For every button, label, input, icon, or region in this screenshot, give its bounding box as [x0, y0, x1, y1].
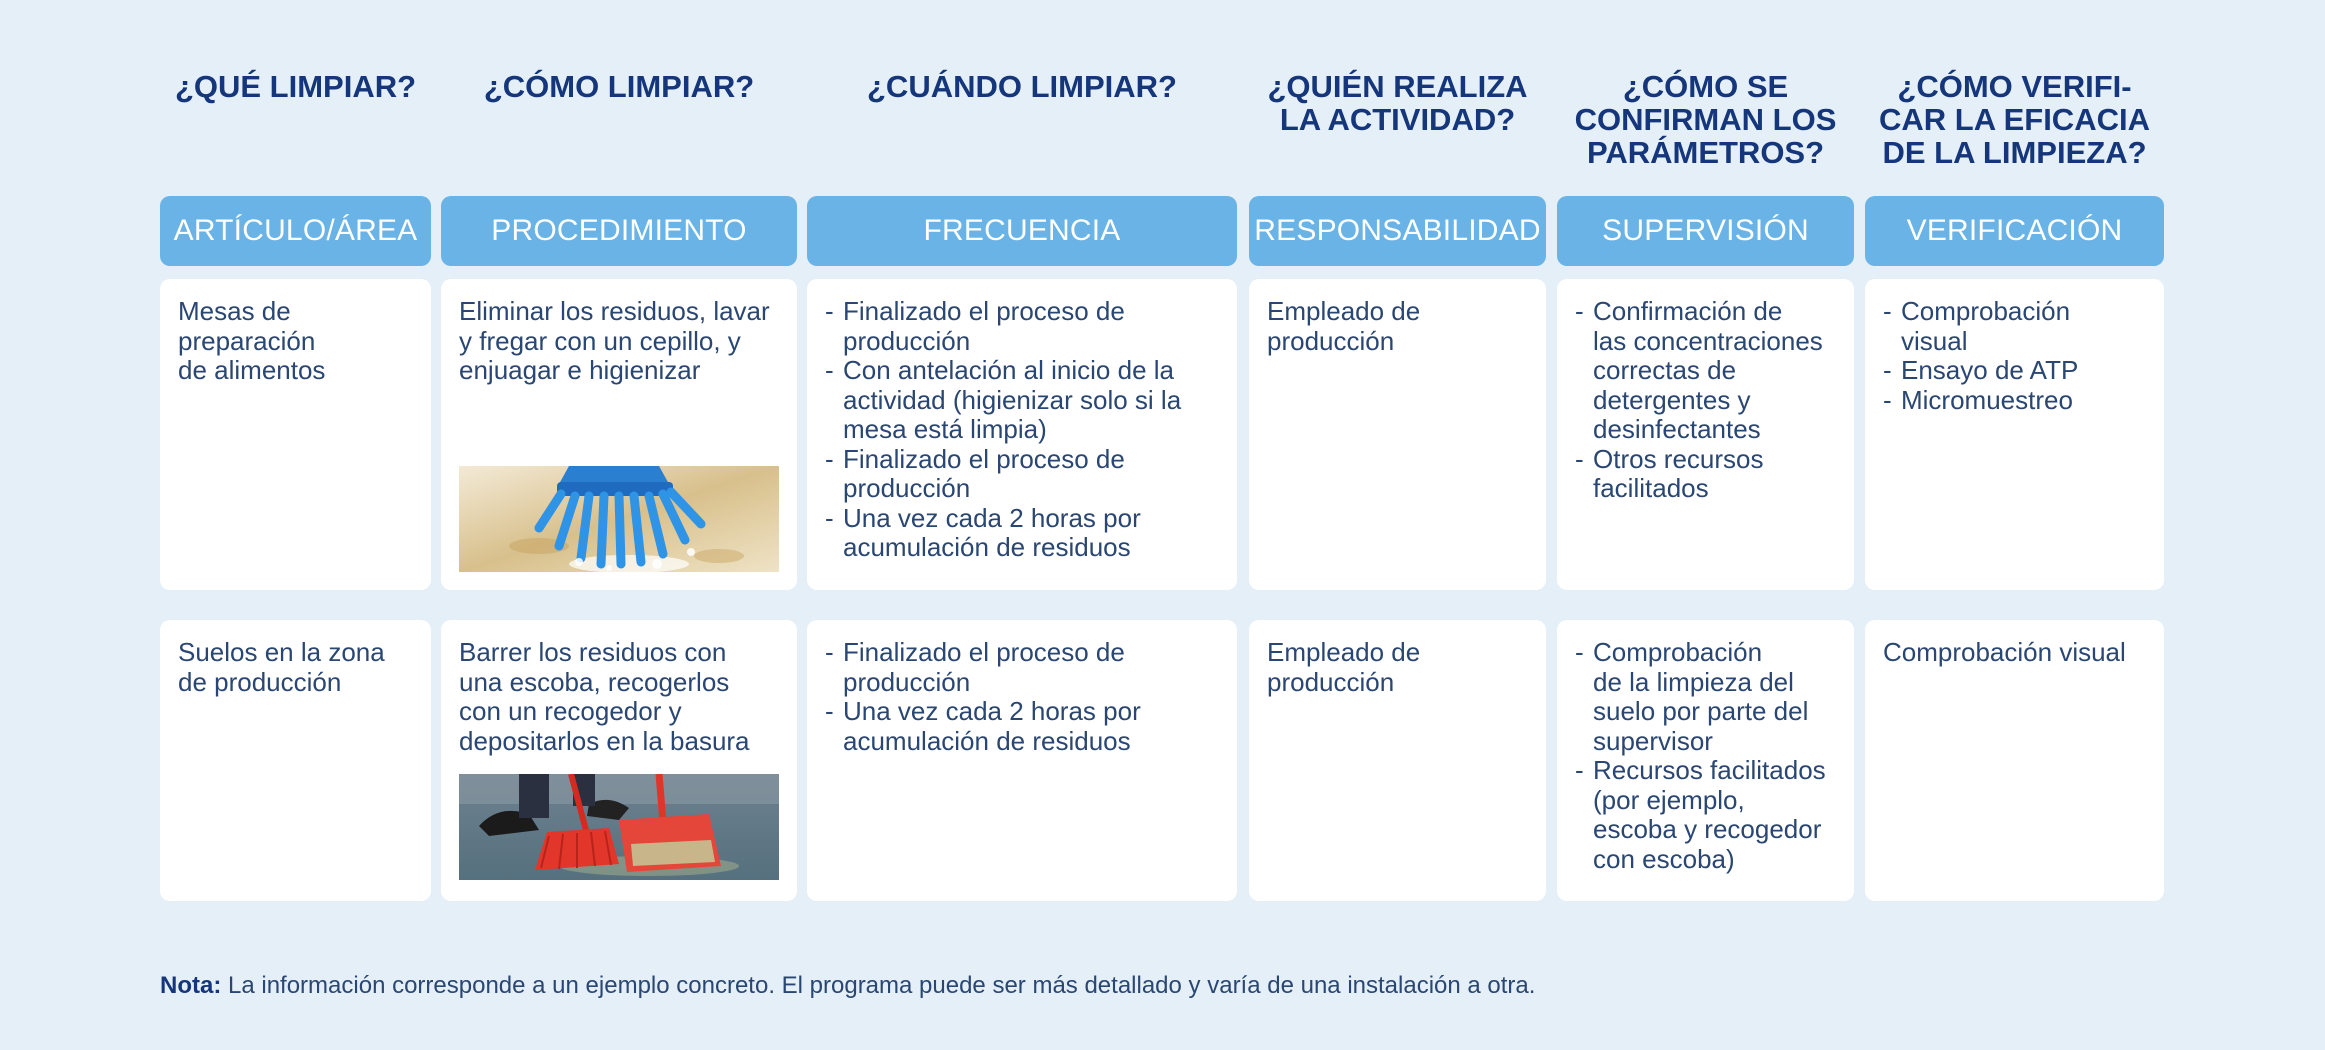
- row1-responsibility-text: Empleado de producción: [1267, 296, 1421, 356]
- cell-row1-item: [160, 279, 431, 590]
- footnote: [160, 972, 1535, 1000]
- cell-row2-supervision: [1557, 620, 1854, 901]
- row2-procedure-text: Barrer los residuos con una escoba, recogerlos con un recogedor y depositarlos en la basura: [459, 637, 750, 756]
- header-frequency: FRECUENCIA: [807, 196, 1237, 266]
- question-confirm: ¿CÓMO SE CONFIRMAN LOS PARÁMETROS?: [1574, 69, 1837, 170]
- cell-row1-verification: [1865, 279, 2164, 590]
- cell-row1-supervision: [1557, 279, 1854, 590]
- header-verification: VERIFICACIÓN: [1865, 196, 2164, 266]
- list-item: - Finalizado el proceso de producción: [825, 638, 1219, 697]
- row2-frequency-list: [825, 620, 1219, 756]
- broom-dustpan-photo: [459, 774, 779, 880]
- list-item: - Una vez cada 2 horas por acumulación de residuos: [825, 504, 1219, 563]
- list-item: - Una vez cada 2 horas por acumulación de residuos: [825, 697, 1219, 756]
- list-item: - Confirmación de las concentraciones correctas de detergentes y desinfectantes: [1575, 297, 1836, 445]
- row1-frequency-list: [825, 279, 1219, 563]
- scrub-brush-photo: [459, 466, 779, 572]
- list-item: - Comprobación visual: [1883, 297, 2146, 356]
- cell-row2-verification: [1865, 620, 2164, 901]
- cell-row1-frequency: [807, 279, 1237, 590]
- cell-row2-responsibility: [1249, 620, 1546, 901]
- question-when: ¿CUÁNDO LIMPIAR?: [867, 69, 1177, 104]
- list-item: - Con antelación al inicio de la actividad (higienizar solo si la mesa está limpia): [825, 356, 1219, 445]
- list-item: - Ensayo de ATP: [1883, 356, 2146, 386]
- row1-supervision-list: [1575, 279, 1836, 504]
- row2-verification-text: Comprobación visual: [1883, 637, 2126, 667]
- list-item: - Micromuestreo: [1883, 386, 2146, 416]
- cell-row1-procedure: [441, 279, 797, 590]
- question-what: ¿QUÉ LIMPIAR?: [174, 69, 417, 104]
- header-item: ARTÍCULO/ÁREA: [160, 196, 431, 266]
- row1-procedure-text: Eliminar los residuos, lavar y fregar con un cepillo, y enjuagar e higienizar: [459, 296, 770, 385]
- row1-item-text: Mesas de preparación de alimentos: [178, 296, 326, 385]
- list-item: - Finalizado el proceso de producción: [825, 297, 1219, 356]
- cell-row2-frequency: [807, 620, 1237, 901]
- cell-row2-item: [160, 620, 431, 901]
- header-responsibility: RESPONSABILIDAD: [1249, 196, 1546, 266]
- footnote-label: Nota:: [160, 972, 222, 999]
- row2-responsibility-text: Empleado de producción: [1267, 637, 1421, 697]
- header-supervision: SUPERVISIÓN: [1557, 196, 1854, 266]
- list-item: - Otros recursos facilitados: [1575, 445, 1836, 504]
- list-item: - Recursos facilitados (por ejemplo, escoba y recogedor con escoba): [1575, 756, 1836, 874]
- question-who: ¿QUIÉN REALIZA LA ACTIVIDAD?: [1267, 69, 1528, 137]
- cleaning-schedule-table: [160, 0, 2165, 920]
- footnote-text: La información corresponde a un ejemplo concreto. El programa puede ser más detallado y varía de una instalación a otra.: [221, 972, 1536, 999]
- cell-row1-responsibility: [1249, 279, 1546, 590]
- row2-supervision-list: [1575, 620, 1836, 874]
- row1-verification-list: [1883, 279, 2146, 415]
- list-item: - Comprobación de la limpieza del suelo por parte del supervisor: [1575, 638, 1836, 756]
- row2-item-text: Suelos en la zona de producción: [178, 637, 385, 697]
- header-procedure: PROCEDIMIENTO: [441, 196, 797, 266]
- cell-row2-procedure: [441, 620, 797, 901]
- list-item: - Finalizado el proceso de producción: [825, 445, 1219, 504]
- question-how: ¿CÓMO LIMPIAR?: [483, 69, 755, 104]
- question-verify: ¿CÓMO VERIFI- CAR LA EFICACIA DE LA LIMPIEZA?: [1879, 69, 2150, 170]
